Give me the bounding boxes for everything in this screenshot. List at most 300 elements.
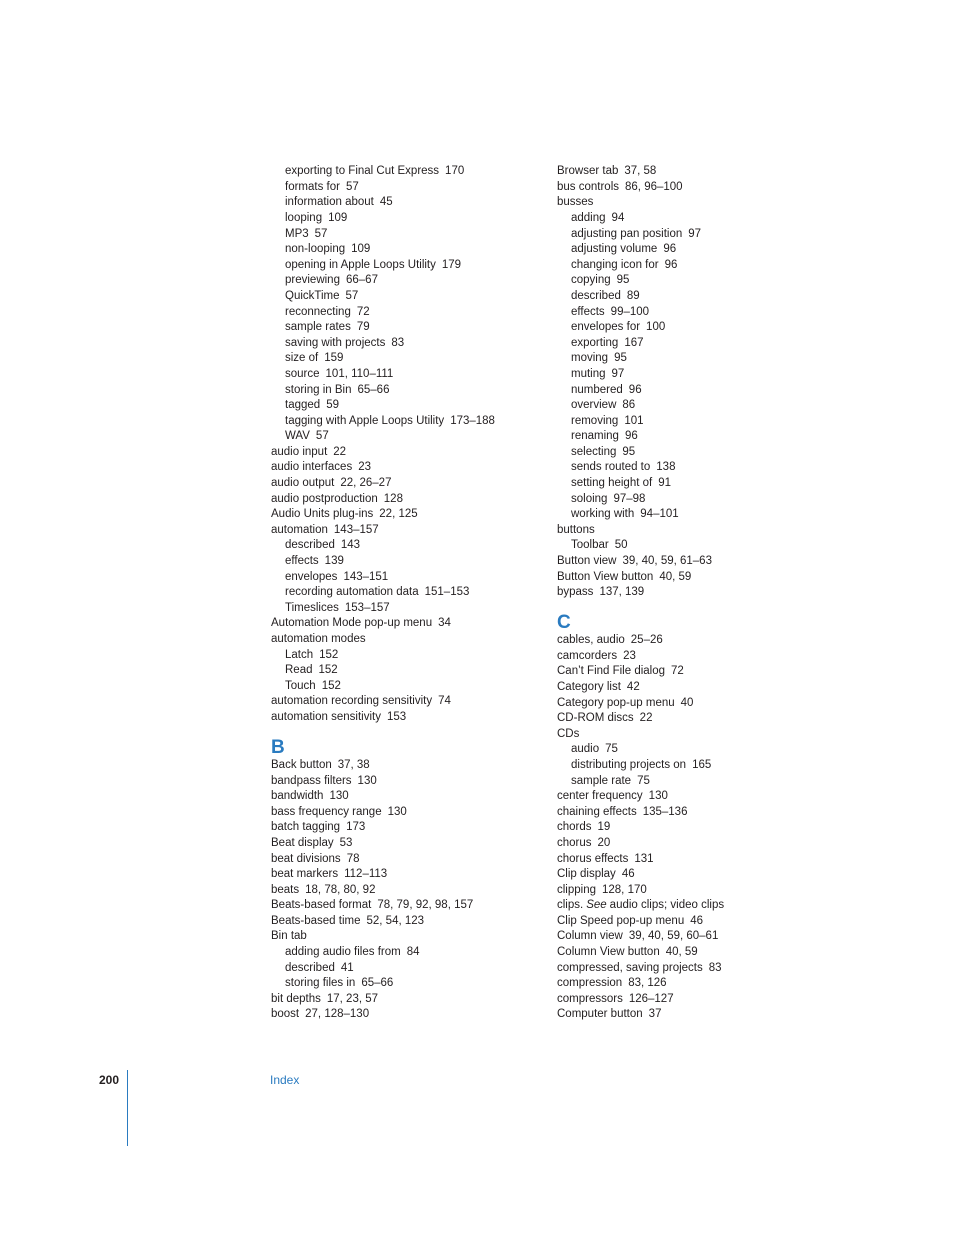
- index-subentry: [557, 429, 829, 445]
- entry-pages: 53: [339, 836, 353, 849]
- entry-term: bandpass filters: [271, 774, 352, 787]
- index-entry: [557, 914, 829, 930]
- entry-term: exporting: [571, 336, 619, 349]
- index-entry: [271, 852, 543, 868]
- entry-term: selecting: [571, 445, 617, 458]
- index-entry: [271, 694, 543, 710]
- entry-term: automation recording sensitivity: [271, 695, 433, 708]
- index-subentry: [271, 663, 543, 679]
- index-subentry: [271, 429, 543, 445]
- entry-pages: 45: [379, 196, 393, 209]
- index-entry: [271, 898, 543, 914]
- entry-term: saving with projects: [285, 336, 386, 349]
- entry-pages: 78, 79, 92, 98, 157: [377, 899, 474, 912]
- entry-term: storing in Bin: [285, 383, 352, 396]
- entry-pages: 22, 125: [379, 508, 418, 521]
- entry-pages: 66–67: [345, 274, 378, 287]
- index-entry: [271, 710, 543, 726]
- index-subentry: [557, 414, 829, 430]
- index-subentry: [271, 305, 543, 321]
- entry-pages: 179: [441, 258, 462, 271]
- entry-pages: 153–157: [344, 601, 390, 614]
- entry-term: bass frequency range: [271, 805, 382, 818]
- entry-term: envelopes for: [571, 321, 641, 334]
- entry-term: Clip display: [557, 868, 616, 881]
- entry-term: Category list: [557, 680, 621, 693]
- index-subentry: [557, 476, 829, 492]
- index-subentry: [557, 758, 829, 774]
- index-entry: [271, 805, 543, 821]
- entry-pages: 22: [333, 445, 347, 458]
- index-subentry: [271, 383, 543, 399]
- entry-term: overview: [571, 399, 617, 412]
- entry-term: bus controls: [557, 180, 620, 193]
- entry-pages: 95: [614, 352, 627, 365]
- entry-term: CD-ROM discs: [557, 712, 634, 725]
- entry-pages: 78: [346, 852, 360, 865]
- section-title: Index: [270, 1073, 300, 1087]
- index-subentry: [271, 945, 543, 961]
- entry-term: exporting to Final Cut Express: [285, 165, 440, 178]
- index-subentry: [557, 258, 829, 274]
- entry-pages: 152: [318, 664, 338, 677]
- index-entry: [557, 1007, 829, 1023]
- index-subentry: [271, 554, 543, 570]
- index-entry: [557, 836, 829, 852]
- index-subentry: [271, 336, 543, 352]
- index-subentry: [271, 367, 543, 383]
- entry-pages: 23: [623, 649, 636, 662]
- entry-pages: 40, 59: [659, 570, 692, 583]
- index-subentry: [557, 383, 829, 399]
- index-column-left: [271, 164, 543, 1023]
- entry-pages: 57: [315, 430, 329, 443]
- entry-pages: 37: [648, 1008, 662, 1021]
- entry-term: adding audio files from: [285, 946, 401, 959]
- entry-pages: 109: [328, 211, 348, 224]
- entry-term: WAV: [285, 430, 310, 443]
- entry-term: recording automation data: [285, 586, 419, 599]
- entry-pages: 94–101: [640, 508, 679, 521]
- entry-term: beats: [271, 883, 300, 896]
- entry-pages: 46: [621, 868, 635, 881]
- entry-term: non-looping: [285, 243, 346, 256]
- entry-pages: 138: [656, 461, 676, 474]
- entry-term: center frequency: [557, 790, 643, 803]
- entry-pages: 165: [692, 758, 712, 771]
- entry-term: effects: [285, 555, 319, 568]
- index-entry: [557, 680, 829, 696]
- index-entry: [271, 523, 543, 539]
- entry-term: compression: [557, 977, 623, 990]
- index-entry: [271, 616, 543, 632]
- entry-term: bandwidth: [271, 790, 324, 803]
- entry-pages: 152: [321, 679, 341, 692]
- entry-pages: 159: [324, 352, 344, 365]
- entry-term: Browser tab: [557, 165, 619, 178]
- entry-pages: 143: [340, 539, 361, 552]
- entry-pages: 34: [438, 617, 451, 630]
- letter-heading-b: B: [271, 736, 285, 758]
- index-entry: [271, 445, 543, 461]
- index-entry: [271, 914, 543, 930]
- entry-pages: 94: [611, 211, 625, 224]
- entry-term: copying: [571, 274, 611, 287]
- index-entry: [557, 852, 829, 868]
- entry-term: Toolbar: [571, 539, 609, 552]
- index-subentry: [557, 460, 829, 476]
- entry-pages: 128: [383, 492, 403, 505]
- index-entry: [557, 883, 829, 899]
- entry-term: boost: [271, 1008, 300, 1021]
- entry-term: source: [285, 367, 320, 380]
- entry-pages: 173–188: [450, 414, 495, 427]
- entry-term: tagging with Apple Loops Utility: [285, 414, 445, 427]
- entry-term: adjusting volume: [571, 243, 658, 256]
- entry-term: chaining effects: [557, 805, 637, 818]
- entry-pages: 153: [386, 710, 407, 723]
- entry-pages: 130: [357, 774, 377, 787]
- index-entry: [557, 523, 829, 539]
- entry-term: audio interfaces: [271, 461, 353, 474]
- entry-pages: 95: [616, 274, 630, 287]
- entry-pages: 41: [340, 961, 354, 974]
- entry-pages: 151–153: [424, 586, 470, 599]
- entry-term: reconnecting: [285, 305, 351, 318]
- entry-pages: 95: [622, 445, 636, 458]
- entry-term: Beat display: [271, 836, 334, 849]
- entry-term: Touch: [285, 679, 316, 692]
- index-subentry: [271, 414, 543, 430]
- index-entry: [271, 820, 543, 836]
- entry-term: Timeslices: [285, 601, 339, 614]
- entry-pages: 18, 78, 80, 92: [305, 883, 376, 896]
- entry-pages: 39, 40, 59, 60–61: [628, 930, 719, 943]
- index-entry: [271, 758, 543, 774]
- entry-term: Beats-based format: [271, 899, 372, 912]
- entry-pages: 97: [611, 367, 625, 380]
- entry-term: storing files in: [285, 977, 356, 990]
- entry-pages: 42: [626, 680, 640, 693]
- entry-term: adding: [571, 211, 606, 224]
- index-entry: [557, 727, 829, 743]
- entry-term: formats for: [285, 180, 340, 193]
- index-subentry: [271, 273, 543, 289]
- entry-pages: 112–113: [344, 868, 388, 881]
- index-subentry: [557, 227, 829, 243]
- entry-pages: 143–151: [343, 570, 389, 583]
- entry-pages: 37, 58: [624, 165, 657, 178]
- index-entry: [557, 664, 829, 680]
- entry-term: distributing projects on: [571, 758, 687, 771]
- entry-term: clipping: [557, 883, 596, 896]
- entry-pages: 57: [345, 289, 359, 302]
- entry-term: sends routed to: [571, 461, 651, 474]
- entry-term: described: [285, 961, 335, 974]
- index-subentry: [557, 367, 829, 383]
- entry-term: audio input: [271, 445, 328, 458]
- entry-pages: 167: [624, 336, 644, 349]
- entry-term: automation: [271, 523, 328, 536]
- entry-term: information about: [285, 196, 374, 209]
- entry-term: camcorders: [557, 649, 618, 662]
- entry-pages: 96: [664, 258, 678, 271]
- index-subentry: [271, 570, 543, 586]
- entry-term: setting height of: [571, 477, 653, 490]
- entry-term: chords: [557, 821, 592, 834]
- index-subentry: [557, 774, 829, 790]
- index-subentry: [271, 601, 543, 617]
- entry-pages: 40, 59: [665, 946, 698, 959]
- index-entry: [271, 883, 543, 899]
- index-entry: [271, 789, 543, 805]
- index-subentry: [271, 180, 543, 196]
- entry-pages: 96: [663, 243, 677, 256]
- entry-pages: 17, 23, 57: [326, 992, 379, 1005]
- index-entry: [557, 585, 829, 601]
- index-entry: [557, 633, 829, 649]
- entry-pages: 22, 26–27: [340, 477, 392, 490]
- index-entry: [271, 476, 543, 492]
- entry-pages: 86, 96–100: [625, 180, 683, 193]
- index-entry: [557, 180, 829, 196]
- entry-pages: 96: [628, 383, 642, 396]
- entry-term: described: [571, 289, 621, 302]
- entry-pages: 57: [314, 227, 328, 240]
- entry-term: chorus effects: [557, 852, 629, 865]
- index-subentry: [271, 679, 543, 695]
- entry-term: Latch: [285, 648, 314, 661]
- entry-term: effects: [571, 305, 605, 318]
- entry-pages: 84: [406, 946, 420, 959]
- entry-pages: 72: [356, 305, 370, 318]
- entry-term: described: [285, 539, 335, 552]
- entry-term: bit depths: [271, 992, 321, 1005]
- index-subentry: [271, 585, 543, 601]
- entry-term: soloing: [571, 492, 608, 505]
- entry-term: Read: [285, 664, 313, 677]
- index-column-right: [557, 164, 829, 1023]
- index-entry: [271, 867, 543, 883]
- entry-term: batch tagging: [271, 821, 341, 834]
- entry-pages: 86: [622, 399, 636, 412]
- entry-term: MP3: [285, 227, 309, 240]
- index-entry: [271, 632, 543, 648]
- entry-pages: 65–66: [357, 383, 390, 396]
- entry-term: adjusting pan position: [571, 227, 683, 240]
- see-label: See: [586, 899, 607, 912]
- index-entry: [271, 836, 543, 852]
- entry-term: Column view: [557, 930, 623, 943]
- entry-term: Automation Mode pop-up menu: [271, 617, 433, 630]
- entry-pages: 152: [319, 648, 339, 661]
- entry-term: previewing: [285, 274, 340, 287]
- page-number: 200: [98, 1073, 119, 1087]
- entry-pages: 101: [624, 414, 644, 427]
- entry-pages: 139: [324, 555, 344, 568]
- index-entry: [557, 789, 829, 805]
- index-entry: [557, 898, 829, 914]
- entry-pages: 97–98: [613, 492, 646, 505]
- entry-term: sample rates: [285, 321, 351, 334]
- entry-term: buttons: [557, 523, 595, 536]
- index-entry: [271, 929, 543, 945]
- entry-pages: 135–136: [642, 805, 688, 818]
- index-subentry: [271, 195, 543, 211]
- entry-term: Button view: [557, 555, 617, 568]
- entry-term: beat markers: [271, 868, 339, 881]
- entry-pages: 137, 139: [599, 586, 645, 599]
- entry-term: removing: [571, 414, 619, 427]
- entry-term: renaming: [571, 430, 619, 443]
- index-subentry: [557, 492, 829, 508]
- index-subentry: [271, 320, 543, 336]
- index-entry: [557, 570, 829, 586]
- entry-pages: 130: [648, 790, 668, 803]
- entry-pages: 57: [345, 180, 359, 193]
- entry-term: clips.: [557, 899, 584, 912]
- entry-pages: 20: [597, 836, 611, 849]
- entry-term: cables, audio: [557, 634, 625, 647]
- entry-pages: 143–157: [333, 523, 379, 536]
- entry-term: Back button: [271, 758, 332, 771]
- index-subentry: [271, 648, 543, 664]
- letter-heading-c: C: [557, 611, 571, 633]
- index-entry: [557, 805, 829, 821]
- entry-pages: 75: [637, 774, 650, 787]
- index-subentry: [557, 320, 829, 336]
- index-subentry: [271, 976, 543, 992]
- index-subentry: [271, 961, 543, 977]
- index-subentry: [557, 273, 829, 289]
- index-subentry: [557, 242, 829, 258]
- entry-pages: 46: [690, 914, 704, 927]
- index-subentry: [557, 398, 829, 414]
- index-entry: [557, 696, 829, 712]
- index-entry: [557, 945, 829, 961]
- entry-pages: 72: [671, 665, 684, 678]
- entry-term: moving: [571, 352, 609, 365]
- index-entry: [271, 460, 543, 476]
- entry-pages: 99–100: [610, 305, 650, 318]
- index-subentry: [557, 742, 829, 758]
- entry-pages: 39, 40, 59, 61–63: [622, 555, 712, 568]
- entry-term: chorus: [557, 836, 592, 849]
- index-subentry: [557, 507, 829, 523]
- index-entry: [271, 507, 543, 523]
- entry-term: Computer button: [557, 1008, 643, 1021]
- entry-pages: 128, 170: [602, 883, 647, 896]
- index-entry: [271, 992, 543, 1008]
- index-entry: [557, 711, 829, 727]
- entry-term: compressed, saving projects: [557, 961, 703, 974]
- entry-term: beat divisions: [271, 852, 341, 865]
- index-entry: [557, 554, 829, 570]
- index-subentry: [271, 258, 543, 274]
- entry-pages: 101, 110–111: [325, 367, 394, 380]
- entry-term: QuickTime: [285, 289, 340, 302]
- entry-pages: 23: [358, 461, 371, 474]
- entry-term: bypass: [557, 586, 594, 599]
- entry-pages: 50: [614, 539, 628, 552]
- entry-pages: 19: [597, 821, 611, 834]
- entry-pages: 130: [329, 790, 349, 803]
- entry-pages: 22: [639, 712, 653, 725]
- index-subentry: [271, 211, 543, 227]
- index-subentry: [271, 538, 543, 554]
- index-entry: [557, 164, 829, 180]
- entry-term: sample rate: [571, 774, 632, 787]
- entry-term: Can’t Find File dialog: [557, 665, 666, 678]
- index-entry: [271, 1007, 543, 1023]
- entry-term: Beats-based time: [271, 914, 361, 927]
- index-subentry: [271, 164, 543, 180]
- entry-term: changing icon for: [571, 258, 659, 271]
- index-entry: [557, 992, 829, 1008]
- entry-pages: 74: [438, 695, 451, 708]
- index-subentry: [271, 289, 543, 305]
- entry-term: opening in Apple Loops Utility: [285, 258, 436, 271]
- entry-pages: 37, 38: [337, 758, 370, 771]
- entry-pages: 65–66: [361, 977, 394, 990]
- entry-pages: 52, 54, 123: [366, 914, 425, 927]
- entry-pages: 89: [626, 289, 640, 302]
- index-subentry: [271, 227, 543, 243]
- entry-term: looping: [285, 211, 323, 224]
- entry-pages: 75: [605, 743, 618, 756]
- entry-pages: 97: [688, 227, 702, 240]
- entry-pages: 126–127: [628, 992, 674, 1005]
- index-subentry: [271, 398, 543, 414]
- entry-term: envelopes: [285, 570, 338, 583]
- entry-pages: 83: [708, 961, 722, 974]
- entry-pages: 173: [346, 821, 366, 834]
- entry-pages: 109: [351, 243, 371, 256]
- entry-pages: 83: [391, 336, 405, 349]
- index-subentry: [557, 289, 829, 305]
- entry-pages: 83, 126: [628, 977, 667, 990]
- entry-term: size of: [285, 352, 319, 365]
- footer-divider: [127, 1070, 128, 1146]
- entry-pages: 91: [658, 477, 671, 490]
- entry-pages: 100: [646, 321, 666, 334]
- entry-term: Category pop-up menu: [557, 696, 675, 709]
- entry-pages: 59: [326, 399, 339, 412]
- entry-pages: 96: [624, 430, 638, 443]
- index-entry: [557, 195, 829, 211]
- index-entry: [557, 961, 829, 977]
- entry-pages: 25–26: [630, 634, 663, 647]
- entry-term: Audio Units plug-ins: [271, 508, 374, 521]
- index-entry: [557, 929, 829, 945]
- entry-term: muting: [571, 367, 606, 380]
- index-subentry: [557, 445, 829, 461]
- entry-pages: 40: [680, 696, 694, 709]
- see-reference: audio clips; video clips: [609, 899, 725, 912]
- entry-pages: 170: [445, 165, 465, 178]
- entry-term: automation modes: [271, 633, 366, 645]
- entry-term: numbered: [571, 383, 623, 396]
- entry-pages: 131: [634, 852, 654, 865]
- index-entry: [557, 976, 829, 992]
- entry-term: busses: [557, 196, 594, 209]
- index-subentry: [557, 336, 829, 352]
- entry-term: Column View button: [557, 946, 660, 959]
- entry-pages: 79: [356, 321, 370, 334]
- index-subentry: [557, 211, 829, 227]
- index-subentry: [271, 242, 543, 258]
- entry-term: audio postproduction: [271, 492, 378, 505]
